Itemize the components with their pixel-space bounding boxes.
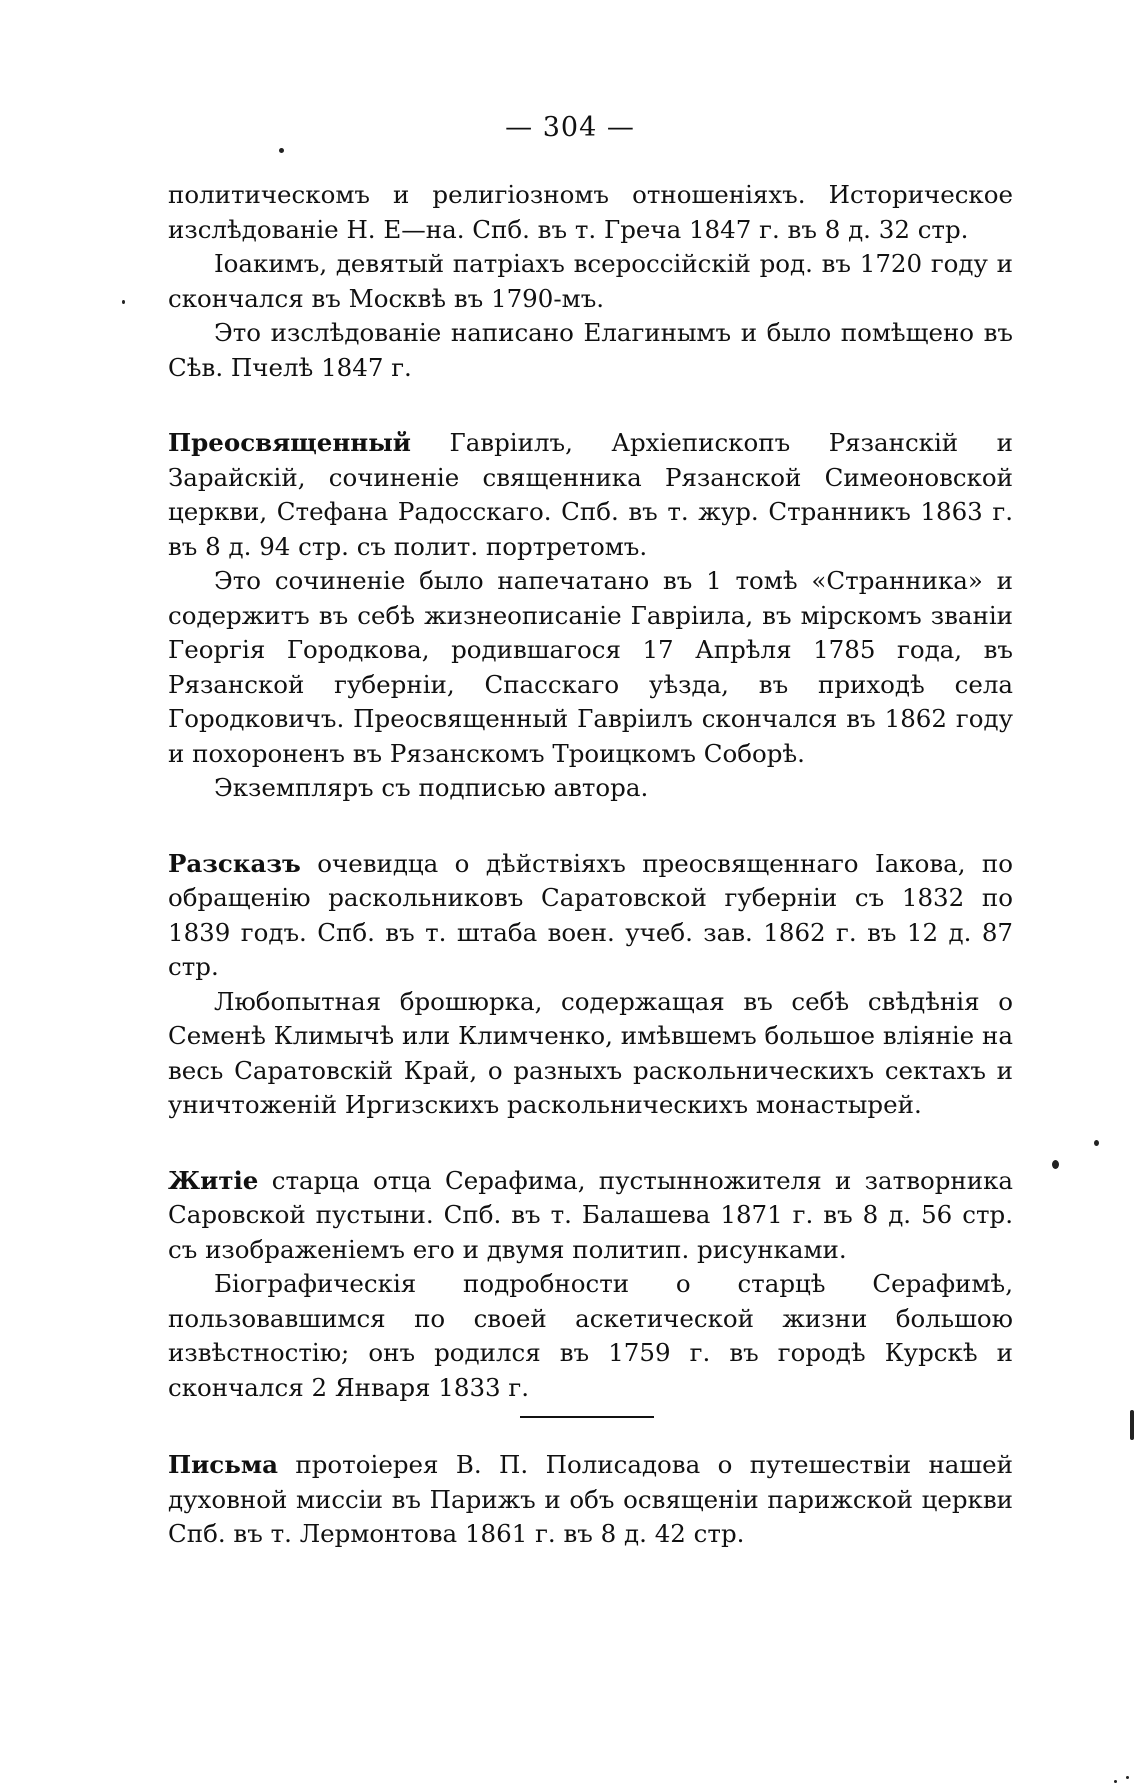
paragraph-signed-copy: Экземпляръ съ подписью автора. [214,773,649,802]
entry-lead-word: Житіе [168,1165,259,1195]
paragraph-serafim-description: Біографическія подробности о старцѣ Серафимѣ, пользовавшимся по своей аскетической жизни большою извѣстностію; онъ родился въ 1759 г. въ городѣ Курскѣ и скончался 2 Января 1833 г. [168,1269,1013,1402]
entry-razskaz: Разсказъ очевидца о дѣйствіяхъ преосвященнаго Іакова, по обращенію раскольниковъ Саратовской губерніи съ 1832 по 1839 годъ. Спб. въ т. штаба воен. учеб. зав. 1862 г. въ 12 д. 87 стр. [168,848,1013,981]
scan-speck [122,300,125,304]
entry-gavriil: Преосвященный Гавріилъ, Архіепископъ Рязанскій и Зарайскій, сочиненіе священника Рязанской Симеоновской церкви, Стефана Радосскаго. Спб. въ т. жур. Странникъ 1863 г. въ 8 д. 94 стр. съ полит. портретомъ. [168,428,1013,561]
paragraph-razskaz-description: Любопытная брошюрка, содержащая въ себѣ свѣдѣнія о Семенѣ Климычѣ или Климченко, имѣвшемъ большое вліяніе на весь Саратовскій Край, о разныхъ раскольническихъ сектахъ и уничтоженій Иргизскихъ раскольническихъ монастырей. [168,986,1013,1119]
entry-pisma: Письма протоіерея В. П. Полисадова о путешествіи нашей духовной миссіи въ Парижъ и объ освященіи парижской церкви Спб. въ т. Лермонтова 1861 г. въ 8 д. 42 стр. [168,1450,1013,1548]
scan-speck [1114,1780,1117,1783]
entry-lead-word: Письма [168,1450,279,1479]
scan-speck [1130,1410,1134,1440]
section-divider [520,1416,654,1418]
scan-speck [1052,1160,1059,1169]
page-number: — 304 — [505,112,635,143]
scan-speck [1126,1776,1129,1779]
paragraph-continuation: политическомъ и религіозномъ отношеніяхъ. Историческое изслѣдованіе Н. Е—на. Спб. въ т. Греча 1847 г. въ 8 д. 32 стр. [168,180,1013,244]
entry-lead-word: Преосвященный [168,428,411,457]
text-block-main [168,178,1013,1405]
entry-lead-word: Разсказъ [168,848,301,878]
scan-speck [279,148,284,153]
paragraph-elagin-note: Это изслѣдованіе написано Елагинымъ и было помѣщено въ Сѣв. Пчелѣ 1847 г. [168,318,1013,382]
paragraph-gavriil-description: Это сочиненіе было напечатано въ 1 томѣ «Странника» и содержитъ въ себѣ жизнеописаніе Гавріила, въ мірскомъ званіи Георгія Городкова, родившагося 17 Апрѣля 1785 года, въ Рязанской губерніи, Спасскаго уѣзда, въ приходѣ села Городковичъ. Преосвященный Гавріилъ скончался въ 1862 году и похороненъ въ Рязанскомъ Троицкомъ Соборѣ. [168,566,1013,768]
scan-speck [1094,1140,1099,1146]
entry-zhitie: Житіе старца отца Серафима, пустынножителя и затворника Саровской пустыни. Спб. въ т. Балашева 1871 г. въ 8 д. 56 стр. съ изображеніемъ его и двумя политип. рисунками. [168,1165,1013,1264]
paragraph-ioakim: Іоакимъ, девятый патріахъ всероссійскій род. въ 1720 году и скончался въ Москвѣ въ 1790-мъ. [168,249,1013,313]
text-block-letters [168,1448,1013,1552]
